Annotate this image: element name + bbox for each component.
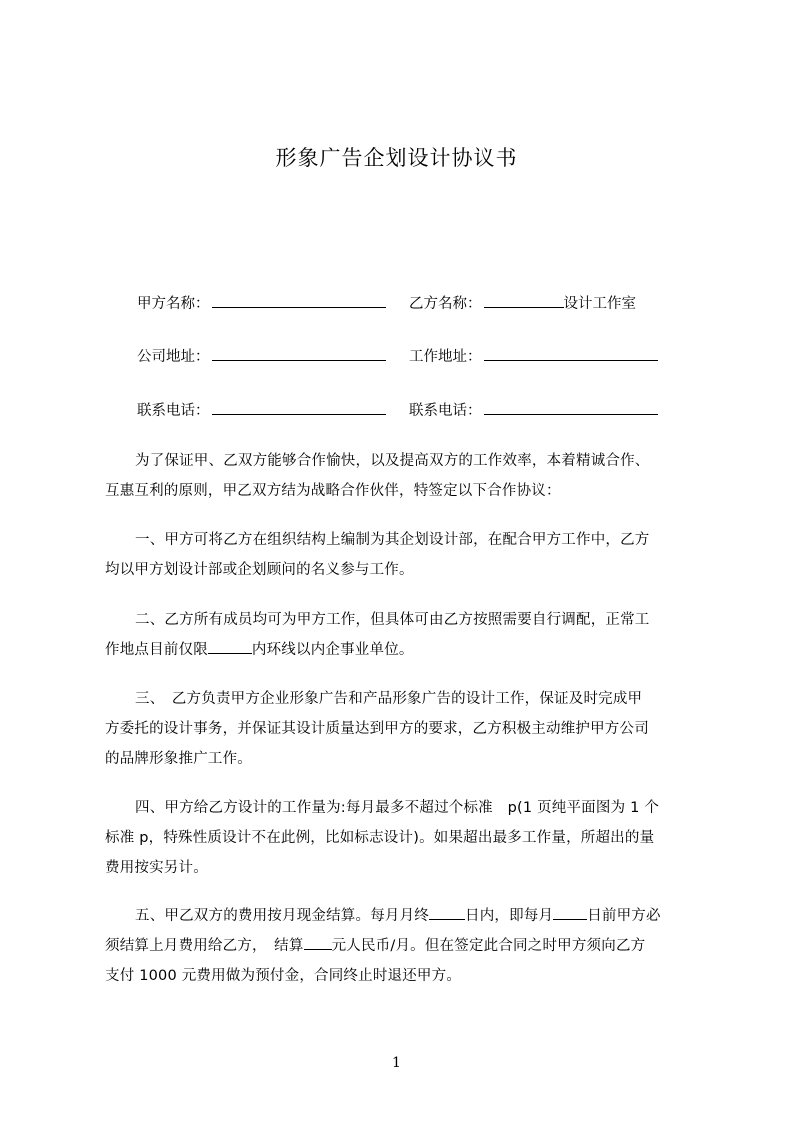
clause-5-text: 元人民币/月。但在签定此合同之时甲方须向乙方 bbox=[331, 938, 646, 954]
party-b-address-label: 工作地址： bbox=[409, 349, 482, 365]
clause-1-line: 一、甲方可将乙方在组织结构上编制为其企划设计部，在配合甲方工作中，乙方 bbox=[135, 532, 650, 548]
clause-1-line: 均以甲方划设计部或企划顾问的名义参与工作。 bbox=[105, 562, 414, 578]
clause-3 bbox=[105, 684, 701, 774]
party-b-name-blank bbox=[484, 293, 564, 308]
intro-line: 为了保证甲、乙双方能够合作愉快，以及提高双方的工作效率，本着精诚合作、 bbox=[135, 453, 650, 469]
party-b-phone-field bbox=[409, 399, 658, 420]
clause-4-line: 费用按实另计。 bbox=[105, 860, 208, 876]
party-b-name-label: 乙方名称： bbox=[409, 296, 482, 312]
clause-4 bbox=[105, 793, 701, 883]
clause-2 bbox=[105, 605, 701, 665]
party-a-phone-field bbox=[137, 399, 386, 420]
clause-5-blank bbox=[429, 905, 465, 920]
clause-2-text: 内环线以内企事业单位。 bbox=[251, 642, 414, 658]
party-b-name-field bbox=[409, 292, 636, 313]
party-b-phone-label: 联系电话： bbox=[409, 403, 482, 419]
clause-5-text: 五、甲乙双方的费用按月现金结算。每月月终 bbox=[135, 908, 429, 924]
clause-3-line: 方委托的设计事务，并保证其设计质量达到甲方的要求，乙方积极主动维护甲方公司 bbox=[105, 721, 649, 737]
clause-3-line: 三、 乙方负责甲方企业形象广告和产品形象广告的设计工作，保证及时完成甲 bbox=[135, 691, 643, 707]
party-b-address-blank bbox=[484, 346, 658, 361]
document-title: 形象广告企划设计协议书 bbox=[275, 146, 518, 170]
clause-5-text: 日内，即每月 bbox=[465, 908, 554, 924]
party-name-row bbox=[137, 292, 697, 314]
party-a-name-field bbox=[137, 292, 386, 313]
clause-5 bbox=[105, 901, 701, 991]
clause-2-blank bbox=[208, 639, 252, 654]
address-row bbox=[137, 345, 697, 367]
intro-line: 互惠互利的原则，甲乙双方结为战略合作伙伴，特签定以下合作协议： bbox=[105, 483, 561, 499]
party-b-address-field bbox=[409, 345, 658, 366]
clause-2-text: 作地点目前仅限 bbox=[105, 642, 208, 658]
clause-4-line: 标准 p，特殊性质设计不在此例，比如标志设计)。如果超出最多工作量，所超出的量 bbox=[105, 830, 655, 846]
party-a-phone-blank bbox=[212, 400, 386, 415]
clause-5-line bbox=[105, 901, 701, 931]
phone-row bbox=[137, 399, 697, 421]
party-a-address-label: 公司地址： bbox=[137, 349, 210, 365]
clause-5-line bbox=[75, 931, 701, 961]
intro-paragraph bbox=[105, 446, 701, 506]
party-b-phone-blank bbox=[484, 400, 658, 415]
party-a-address-blank bbox=[212, 346, 386, 361]
clause-2-line bbox=[75, 635, 701, 665]
clause-2-line: 二、乙方所有成员均可为甲方工作，但具体可由乙方按照需要自行调配，正常工 bbox=[135, 612, 650, 628]
clause-5-blank bbox=[553, 905, 587, 920]
party-a-name-label: 甲方名称： bbox=[137, 296, 210, 312]
party-a-name-blank bbox=[212, 293, 386, 308]
clause-1 bbox=[105, 525, 701, 585]
page-number: 1 bbox=[392, 1055, 401, 1071]
party-a-phone-label: 联系电话： bbox=[137, 403, 210, 419]
party-b-name-suffix: 设计工作室 bbox=[563, 296, 636, 312]
clause-5-text: 须结算上月费用给乙方， 结算 bbox=[105, 938, 304, 954]
party-a-address-field bbox=[137, 345, 386, 366]
clause-5-text: 日前甲方必 bbox=[587, 908, 661, 924]
clause-5-line: 支付 1000 元费用做为预付金，合同终止时退还甲方。 bbox=[105, 968, 462, 984]
clause-3-line: 的品牌形象推广工作。 bbox=[105, 751, 252, 767]
clause-5-blank bbox=[304, 935, 332, 950]
clause-4-line: 四、甲方给乙方设计的工作量为:每月最多不超过个标准 p(1 页纯平面图为 1 个 bbox=[135, 800, 660, 816]
